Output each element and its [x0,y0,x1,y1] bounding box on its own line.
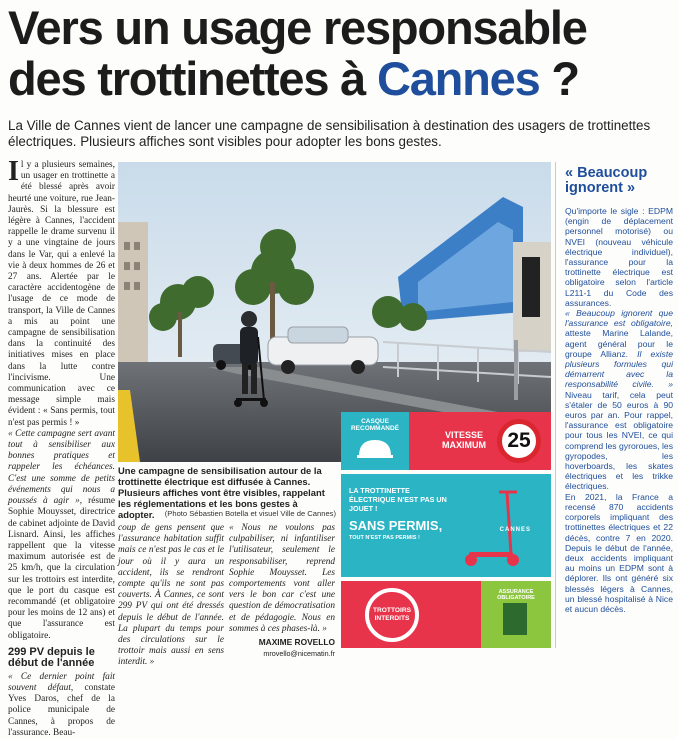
insurance-panel [481,581,551,648]
sidebar-p2-mid: atteste Marine Lalande, agent général pour le groupe Allianz. [565,328,673,359]
headline-line-2 [8,53,673,104]
dropcap: I [8,156,19,187]
sidebar-p2-rest: Niveau tarif, cela peut s'étaler de 50 euros à 90 euros par an. Pour rappel, l'assurance est obligatoire pour tous les NVEI, ce qui comprend les gyroroues, les gyropodes, les hoverboards, les skates électriques et les trikke électriques. [565,389,673,492]
left-paragraph-2 [8,429,115,642]
left-column [8,156,115,739]
mid2-quote: « Nous ne voulons pas culpabiliser, ni infantiliser l'utilisateur, seulement le responsabiliser, reprend Sophie Mouysset. Les comportements vont aller vers le bon car c'est une question de démocratisation et de pédagogie. Nous en sommes à ces phases-là. » [229,523,335,634]
insurance-label: ASSURANCE OBLIGATOIRE [497,589,535,601]
cannes-logo: CANNES [499,527,531,533]
mid1-text [118,523,224,669]
left-paragraph-1 [8,156,115,429]
author-email: mrovello@nicematin.fr [263,649,335,659]
left-paragraph-3 [8,672,115,739]
speed-limit-sign: 25 [497,419,541,463]
sidebar [555,162,673,648]
sidebar-p2-quote-2: Il existe plusieurs formules qui démarrent avec la responsabilité civile. » [565,348,673,390]
headline-prefix: des trottinettes à [8,52,377,105]
lede: La Ville de Cannes vient de lancer une campagne de sensibilisation à destination des usagers de trottinettes électriques. Plusieurs affiches sont visibles pour adopter les bons gestes. [8,118,651,149]
left-p2-text: , résume Sophie Mouysset, directrice de cabinet adjointe de David Lisnard. Ainsi, les affiches rappellent que la vitesse maximum autorisée est de 25 km/h, que la circulation sur les trottoirs est interdite, que le port du casque est recommandé (et obligatoire pour les moins de 12 ans) et que l'assurance est obligatoire. [8,496,115,641]
middle-column-1 [118,523,224,669]
headline-accent: Cannes [376,52,540,105]
left-p3-text: constate Yves Daros, chef de la police municipale de Cannes, à propos de l'assurance. Beau- [8,682,115,738]
photo-credit: (Photo Sébastien Botella et visuel Ville de Cannes) [164,509,336,518]
sidebar-title: « Beaucoup ignorent » [565,165,648,196]
headline [8,2,673,104]
sidebar-p2 [565,308,673,492]
poster-slogan: SANS PERMIS, [349,518,443,533]
sidebar-text [565,206,673,614]
speed-label: VITESSE MAXIMUM [442,430,486,450]
headline-line-1: Vers un usage responsable [8,1,587,54]
poster-middle-row [341,474,551,577]
helmet-panel [341,412,409,470]
helmet-icon [355,436,395,462]
mid1-quote: coup de gens pensent que l'assurance habitation suffit mais ce n'est pas le cas et le jour où il y aura un accident, ils se rendront compte qu'ils ne sont pas couverts. À Cannes, ce sont 299 PV qui ont été dressés depuis le début de l'année. La plupart du temps pour des circulations sur le trottoir mais aussi en sens interdit. » [118,523,224,668]
left-p3-quote: « Ce dernier point fait souvent défaut, [8,671,115,693]
insurance-document-icon [503,603,527,635]
sidebar-p3: En 2021, la France a recensé 870 accidents corporels impliquant des trottinettes électriques et 22 décès, contre 7 en 2020. Depuis le début de l'année, deux accidents impliquant au moins un EDPM sont à déplorer. Ils ont généré six blessés légers à Cannes, un blessé hospitalisé à Nice et aucun décès. [565,491,673,614]
left-p2-quote: « Cette campagne sert avant tout à sensibiliser aux bonnes pratiques et rappeler les échéances. C'est une somme de petits événements qui nous a poussés à agir » [8,428,115,507]
poster-warning: LA TROTTINETTE ÉLECTRIQUE N'EST PAS UN JOUET ! [349,486,447,513]
author-name: MAXIME ROVELLO [258,637,335,648]
speed-panel [409,412,551,470]
headline-suffix: ? [539,52,579,105]
campaign-poster [341,412,551,648]
sidewalk-forbidden-sign: TROTTOIRS INTERDITS [365,588,419,642]
sidewalk-panel [341,581,481,648]
poster-slogan-sub: TOUT N'EST PAS PERMIS ! [349,535,420,541]
poster-bottom-row [341,581,551,648]
photo-caption: Une campagne de sensibilisation autour de la trottinette électrique est diffusée à Cannes. Plusieurs affiches vont être visibles, rappelant les réglementations et les bons gestes à adopter. [118,465,325,520]
sidebar-p2-quote-1: « Beaucoup ignorent que l'assurance est obligatoire, [565,308,673,329]
mid2-text [229,523,335,635]
left-p1-text: l y a plusieurs semaines, un usager en trottinette a été blessé après avoir heurté une voiture, rue Jean-Jaurès. Si la blessure est légère à Cannes, l'accident rappelle le drame survenu il y a une vingtaine de jours dans le Var, qui a enlevé la vie à deux hommes de 26 et 27 ans. Alertée par le caractère accidentogène de l'usage de ce mode de transport, la Ville de Cannes a mis au point une campagne de sensibilisation dans la continuité des initiatives mises en place dans la lutte contre l'incivisme. Une communication avec ce message simple mais évident : « Sans permis, tout n'est pas permis ! » [8,160,115,428]
subhead: 299 PV depuis le début de l'année [8,645,95,669]
sidebar-p1: Qu'importe le sigle : EDPM (engin de déplacement personnel motorisé) ou NVEI (nouveau véhicule électrique individuel), l'assurance pour la trottinette électrique est obligatoire selon l'article L211-1 du Code des assurances. [565,206,673,308]
middle-column-2 [229,523,335,659]
poster-top-row [341,412,551,470]
helmet-label: CASQUE RECOMMANDÉ [350,418,400,432]
